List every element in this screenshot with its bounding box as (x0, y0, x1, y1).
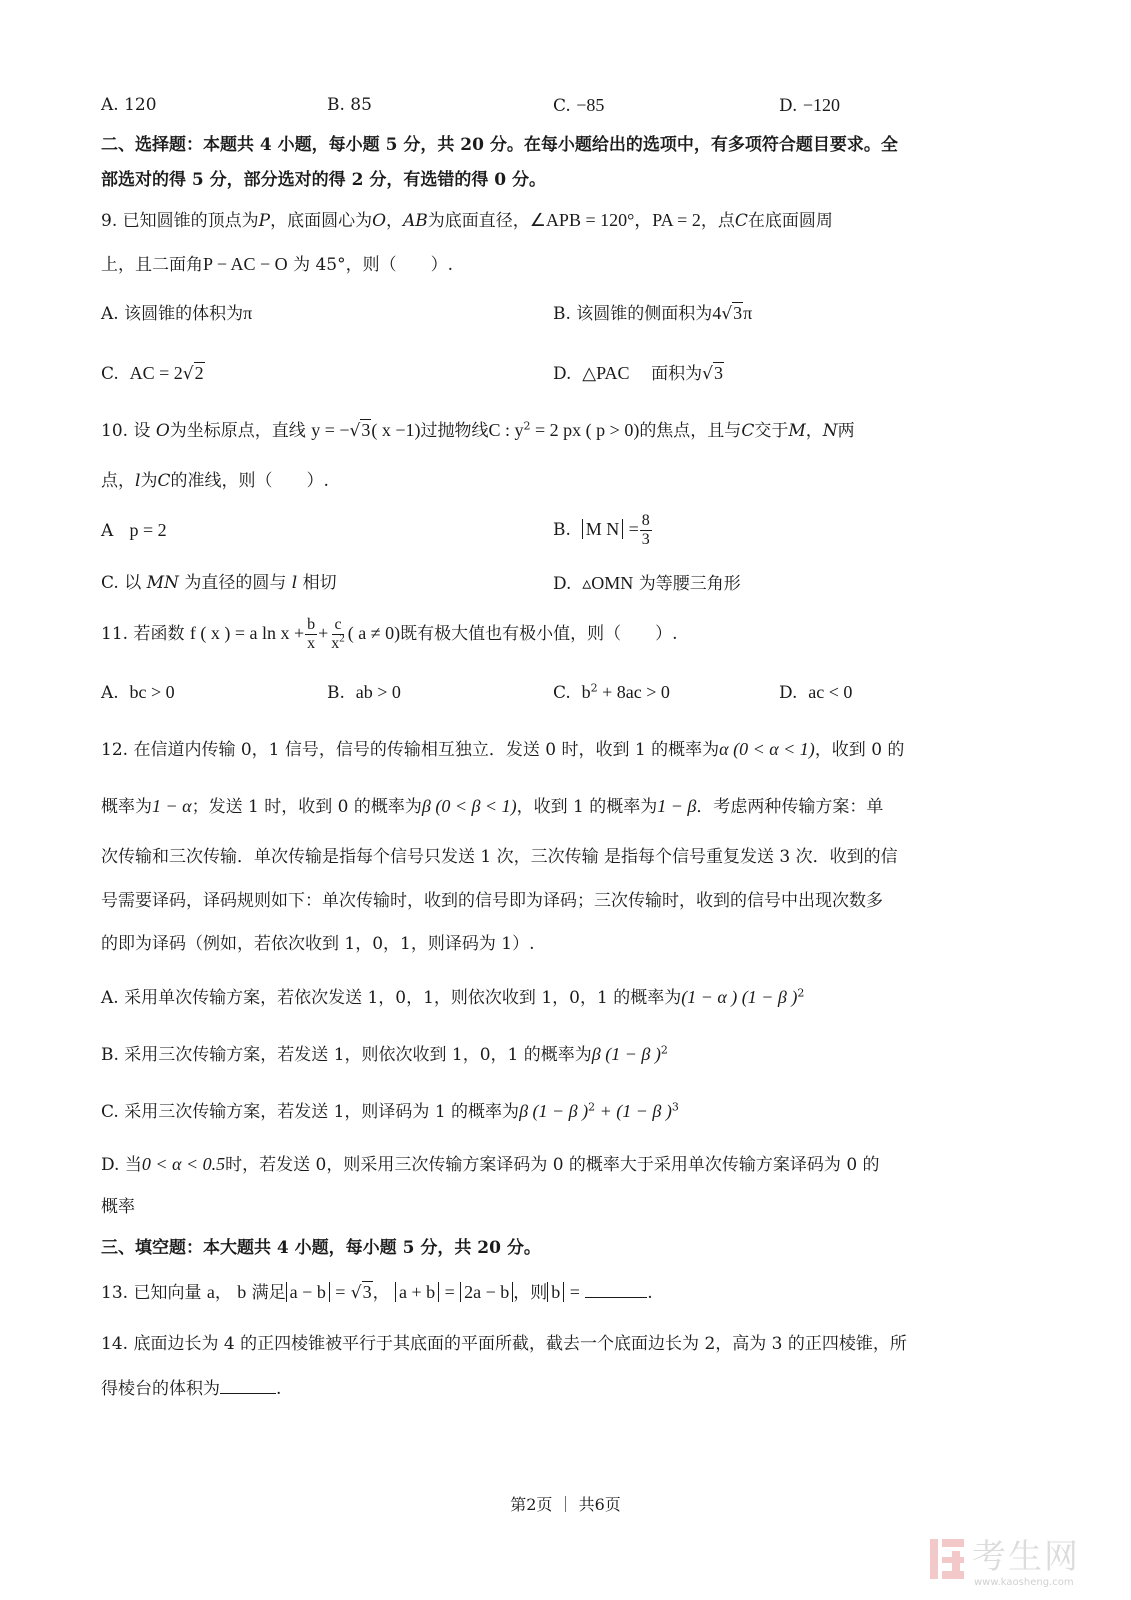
page-footer: 第2页 ｜ 共6页 (510, 1495, 621, 1514)
watermark-url: www.kaosheng.com (974, 1577, 1074, 1588)
section2-heading-line1: 二、选择题：本题共 4 小题，每小题 5 分，共 20 分。在每小题给出的选项中，有多项符合题目要求。全 (101, 135, 898, 155)
q10-option-a: A p = 2 (101, 520, 167, 541)
q12-stem-line5: 的即为译码（例如，若依次收到 1，0，1，则译码为 1）. (101, 934, 535, 954)
q12-option-d-line1: D. 当0 < α < 0.5时，若发送 0，则采用三次传输方案译码为 0 的概率大于采用单次传输方案译码为 0 的 (101, 1154, 880, 1175)
q9-stem-line1: 9. 已知圆锥的顶点为P，底面圆心为O，AB为底面直径，∠APB = 120°，PA = 2，点C在底面圆周 (101, 210, 833, 231)
q12-stem-line3: 次传输和三次传输．单次传输是指每个信号只发送 1 次，三次传输 是指每个信号重复发送 3 次．收到的信 (101, 847, 898, 867)
q8-option-a: A. 120 (101, 95, 157, 115)
q8-option-b: B. 85 (327, 95, 372, 115)
q12-stem-line2: 概率为1 − α；发送 1 时，收到 0 的概率为β (0 < β < 1)，收到 1 的概率为1 − β．考虑两种传输方案：单 (101, 796, 884, 817)
q14-stem-line1: 14. 底面边长为 4 的正四棱锥被平行于其底面的平面所截，截去一个底面边长为 2，高为 3 的正四棱锥，所 (101, 1334, 907, 1354)
section3-heading: 三、填空题：本大题共 4 小题，每小题 5 分，共 20 分。 (101, 1238, 541, 1258)
q10-stem-line2: 点，l为C的准线，则（ ）. (101, 471, 329, 491)
q12-stem-line1: 12. 在信道内传输 0，1 信号，信号的传输相互独立．发送 0 时，收到 1 的概率为α (0 < α < 1)，收到 0 的 (101, 739, 905, 760)
q13-stem: 13. 已知向量 a， b 满足 a − b = √3， a + b = 2a − b ，则 b = . (101, 1282, 653, 1303)
q11-option-b: B. ab > 0 (327, 682, 401, 703)
q10-option-c: C. 以 MN 为直径的圆与 l 相切 (101, 573, 337, 593)
q14-answer-blank[interactable] (220, 1379, 276, 1394)
q9-option-c: C. AC = 2√2 (101, 363, 204, 384)
q10-option-b: B. M N = $\frac{8}{3}$ (553, 512, 650, 548)
q12-option-a: A. 采用单次传输方案，若依次发送 1，0，1，则依次收到 1，0，1 的概率为(1 − α ) (1 − β )$^2$ (101, 986, 805, 1008)
kaosheng-watermark-logo (926, 1533, 1126, 1593)
q8-option-c: C. −85 (553, 95, 605, 116)
q9-option-d: D. △PAC 面积为√3 (553, 363, 723, 384)
watermark-text: 考生网 (972, 1537, 1080, 1577)
q11-option-c: C. $b^2 + 8ac > 0$ (553, 681, 670, 703)
q12-option-c: C. 采用三次传输方案，若发送 1，则译码为 1 的概率为β (1 − β )$^2$ + (1 − β )$^3$ (101, 1100, 679, 1122)
q12-option-b: B. 采用三次传输方案，若发送 1，则依次收到 1，0，1 的概率为β (1 − β )$^2$ (101, 1043, 668, 1065)
q12-stem-line4: 号需要译码，译码规则如下：单次传输时，收到的信号即为译码；三次传输时，收到的信号中出现次数多 (101, 891, 883, 911)
q14-stem-line2: 得棱台的体积为 . (101, 1379, 282, 1399)
q9-option-b: B. 该圆锥的侧面积为4√3π (553, 303, 753, 324)
q11-stem: 11. 若函数 f ( x ) = a ln x + $\frac{b}{x}$ + $\frac{c}{x^2}$ ( a ≠ 0)既有极大值也有极小值，则（ ）. (101, 616, 678, 652)
section2-heading-line2: 部选对的得 5 分，部分选对的得 2 分，有选错的得 0 分。 (101, 170, 546, 190)
q9-stem-line2: 上，且二面角P − AC − O 为 45°，则（ ）. (101, 254, 454, 275)
q13-answer-blank[interactable] (585, 1283, 647, 1298)
q12-option-d-line2: 概率 (101, 1197, 135, 1217)
q10-option-d: D. ▵OMN 为等腰三角形 (553, 573, 741, 594)
q10-stem-line1: 10. 设 O为坐标原点，直线 y = −√3( x −1)过抛物线C : $y^2 = 2$ px ( p > 0)的焦点，且与C交于M，N两 (101, 419, 855, 441)
q11-option-d: D. ac < 0 (779, 682, 853, 703)
q11-option-a: A. bc > 0 (101, 682, 175, 703)
q9-option-a: A. 该圆锥的体积为π (101, 303, 253, 324)
q8-option-d: D. −120 (779, 95, 840, 116)
